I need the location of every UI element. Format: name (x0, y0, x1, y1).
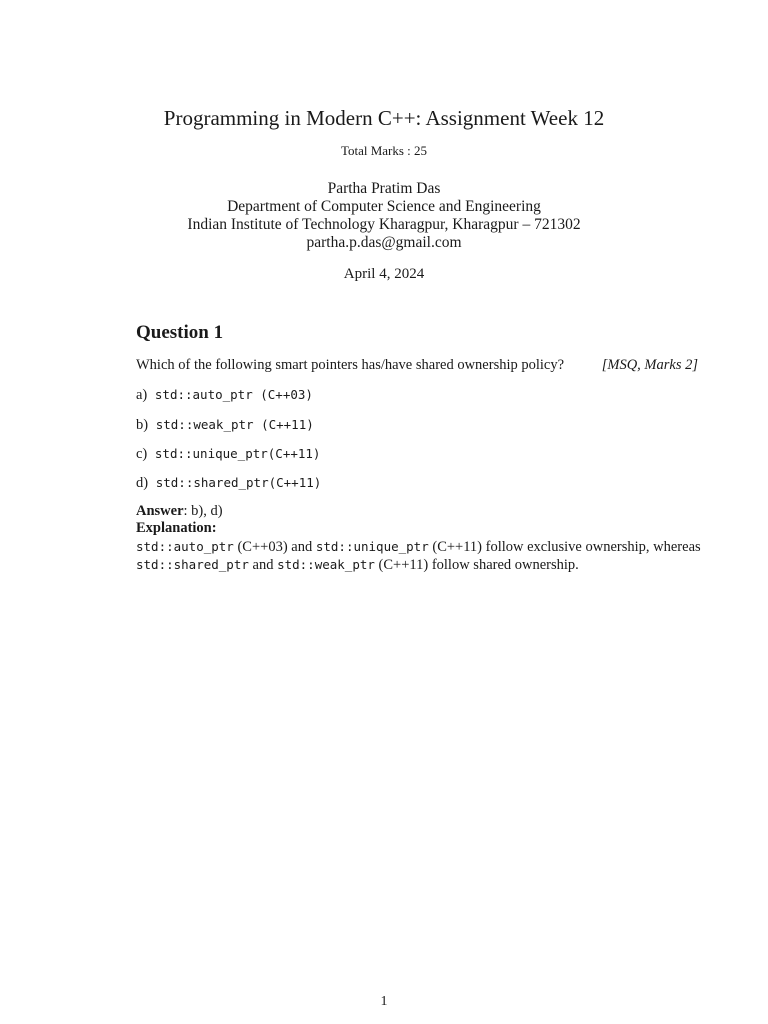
institute: Indian Institute of Technology Kharagpur, Kharagpur – 721302 (187, 216, 581, 233)
explanation-line-1 (136, 539, 701, 556)
option-code: std::weak_ptr (C++11) (155, 417, 314, 432)
explanation-title: Explanation: (136, 520, 217, 536)
option-d (136, 475, 321, 492)
author-name: Partha Pratim Das (327, 180, 441, 197)
option-label: d) (136, 475, 149, 491)
author-email: partha.p.das@gmail.com (306, 234, 462, 251)
option-c (136, 446, 320, 463)
option-code: std::auto_ptr (C++03) (154, 387, 313, 402)
question-meta: [MSQ, Marks 2] (601, 357, 698, 373)
answer-label: Answer (136, 503, 184, 519)
answer-line (136, 503, 223, 520)
department: Department of Computer Science and Engineering (227, 198, 541, 215)
question-text: Which of the following smart pointers has/have shared ownership policy? (136, 357, 565, 373)
option-a (136, 387, 313, 404)
option-b (136, 417, 314, 434)
option-code: std::unique_ptr(C++11) (154, 446, 321, 461)
page-number: 1 (380, 994, 388, 1009)
total-marks: Total Marks : 25 (340, 143, 428, 158)
option-label: a) (136, 387, 148, 403)
code-term: std::auto_ptr (136, 539, 234, 554)
question-heading: Question 1 (136, 322, 224, 343)
option-label: c) (136, 446, 148, 462)
explanation-text: (C++11) follow exclusive ownership, whereas (428, 539, 701, 555)
document-title: Programming in Modern C++: Assignment Week 12 (163, 106, 605, 130)
explanation-line-2 (136, 557, 579, 574)
code-term: std::weak_ptr (277, 557, 375, 572)
answer-value: : b), d) (183, 503, 223, 519)
author-block (0, 180, 768, 252)
explanation-text: (C++11) follow shared ownership. (374, 557, 579, 573)
code-term: std::shared_ptr (136, 557, 249, 572)
code-term: std::unique_ptr (315, 539, 429, 554)
option-code: std::shared_ptr(C++11) (155, 475, 322, 490)
explanation-text: (C++03) and (233, 539, 316, 555)
document-date: April 4, 2024 (343, 266, 425, 282)
option-label: b) (136, 417, 149, 433)
explanation-text: and (248, 557, 278, 573)
